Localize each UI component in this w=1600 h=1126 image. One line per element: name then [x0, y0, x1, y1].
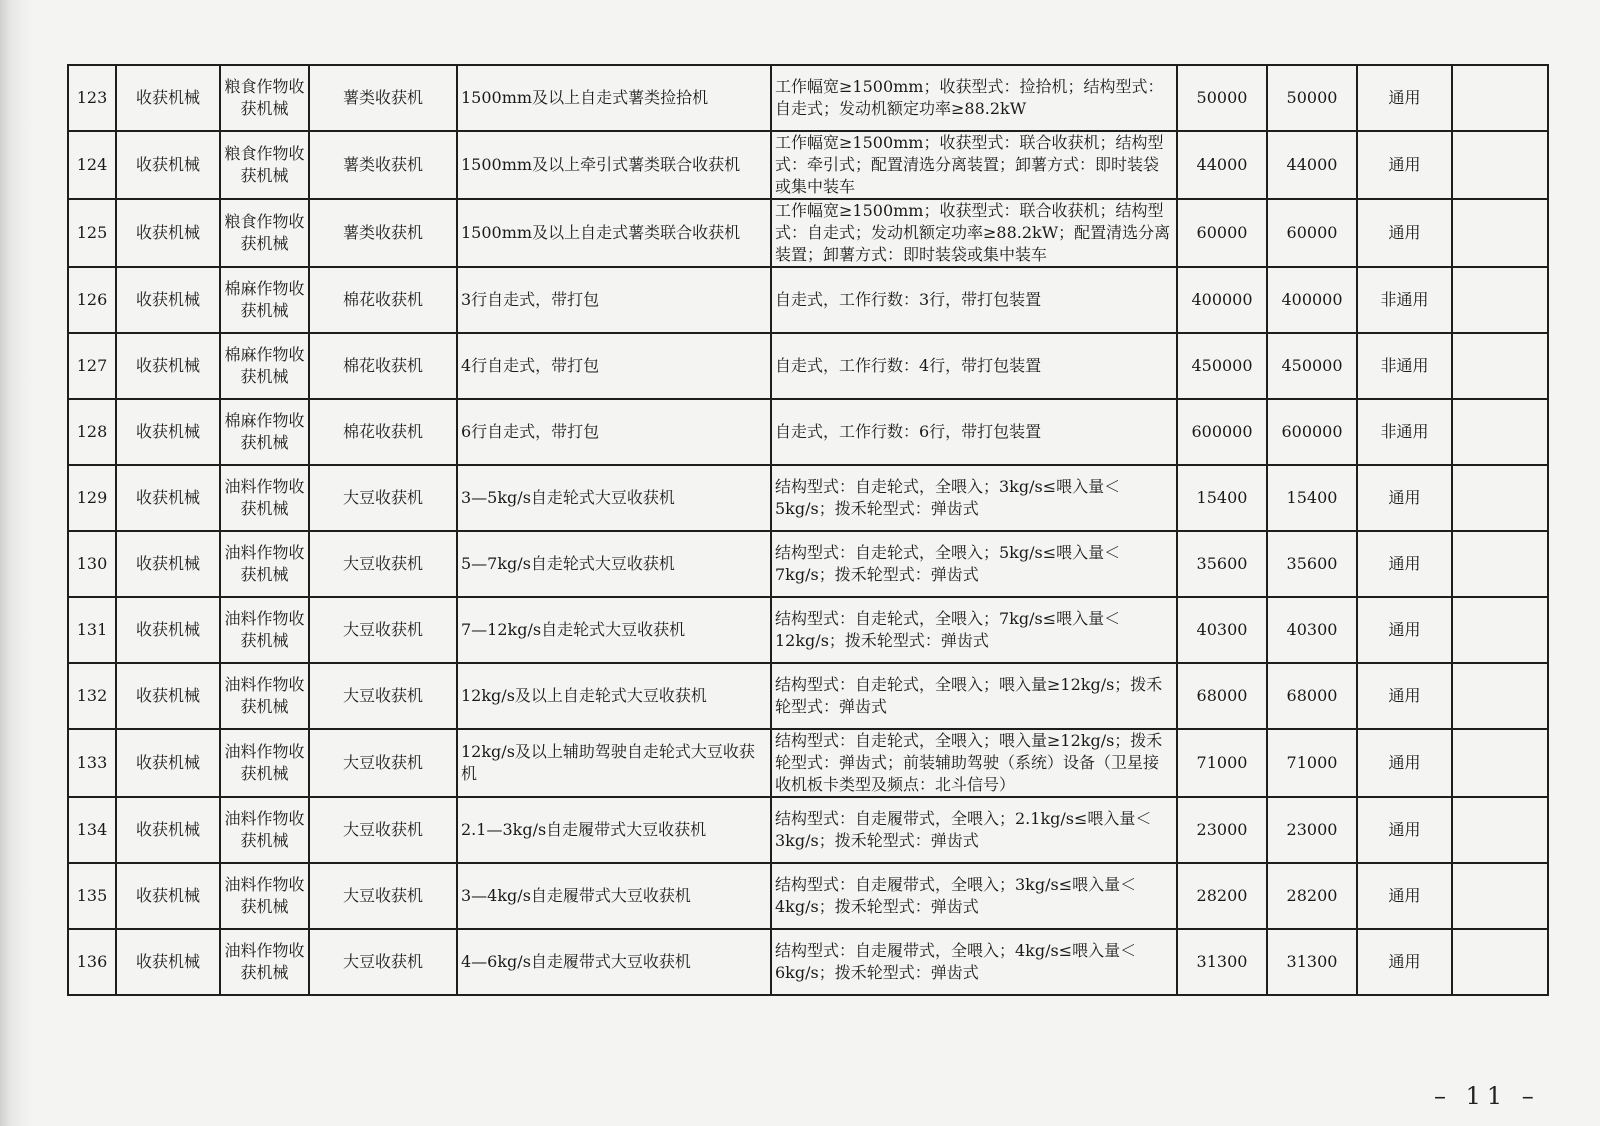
specification-cell: 工作幅宽≥1500mm；收获型式：联合收获机；结构型式：牵引式；配置清选分离装置；卸薯方式：即时装袋或集中装车	[771, 131, 1177, 199]
subsidy-amount-2-cell: 68000	[1267, 663, 1357, 729]
table-row	[68, 929, 1548, 995]
general-type-cell: 通用	[1357, 199, 1452, 267]
category-level3-cell: 棉花收获机	[309, 333, 457, 399]
subsidy-amount-2-cell: 35600	[1267, 531, 1357, 597]
category-level3-cell: 棉花收获机	[309, 267, 457, 333]
subsidy-amount-cell: 400000	[1177, 267, 1267, 333]
row-number-cell: 124	[68, 131, 116, 199]
specification-cell: 结构型式：自走履带式，全喂入；4kg/s≤喂入量＜6kg/s；拨禾轮型式：弹齿式	[771, 929, 1177, 995]
table-row	[68, 131, 1548, 199]
specification-cell: 结构型式：自走轮式，全喂入；5kg/s≤喂入量＜7kg/s；拨禾轮型式：弹齿式	[771, 531, 1177, 597]
item-name-cell: 6行自走式，带打包	[457, 399, 771, 465]
subsidy-amount-cell: 44000	[1177, 131, 1267, 199]
table-row	[68, 663, 1548, 729]
subsidy-amount-cell: 15400	[1177, 465, 1267, 531]
category-level1-cell: 收获机械	[116, 465, 220, 531]
remark-cell	[1452, 465, 1548, 531]
category-level2-cell: 油料作物收获机械	[220, 797, 309, 863]
remark-cell	[1452, 65, 1548, 131]
remark-cell	[1452, 863, 1548, 929]
item-name-cell: 4—6kg/s自走履带式大豆收获机	[457, 929, 771, 995]
remark-cell	[1452, 797, 1548, 863]
table-row	[68, 333, 1548, 399]
row-number-cell: 134	[68, 797, 116, 863]
scan-edge-shadow	[0, 0, 34, 1126]
category-level2-cell: 棉麻作物收获机械	[220, 267, 309, 333]
category-level3-cell: 大豆收获机	[309, 597, 457, 663]
specification-cell: 结构型式：自走轮式，全喂入；喂入量≥12kg/s；拨禾轮型式：弹齿式	[771, 663, 1177, 729]
table-row	[68, 399, 1548, 465]
item-name-cell: 3—4kg/s自走履带式大豆收获机	[457, 863, 771, 929]
subsidy-amount-cell: 50000	[1177, 65, 1267, 131]
item-name-cell: 4行自走式，带打包	[457, 333, 771, 399]
category-level2-cell: 棉麻作物收获机械	[220, 399, 309, 465]
category-level3-cell: 大豆收获机	[309, 929, 457, 995]
subsidy-amount-cell: 28200	[1177, 863, 1267, 929]
row-number-cell: 130	[68, 531, 116, 597]
remark-cell	[1452, 199, 1548, 267]
row-number-cell: 131	[68, 597, 116, 663]
category-level3-cell: 大豆收获机	[309, 663, 457, 729]
item-name-cell: 1500mm及以上自走式薯类捡拾机	[457, 65, 771, 131]
category-level2-cell: 油料作物收获机械	[220, 465, 309, 531]
category-level2-cell: 油料作物收获机械	[220, 863, 309, 929]
specification-cell: 工作幅宽≥1500mm；收获型式：捡拾机；结构型式：自走式；发动机额定功率≥88.2kW	[771, 65, 1177, 131]
item-name-cell: 2.1—3kg/s自走履带式大豆收获机	[457, 797, 771, 863]
table-row	[68, 797, 1548, 863]
row-number-cell: 129	[68, 465, 116, 531]
remark-cell	[1452, 267, 1548, 333]
specification-cell: 结构型式：自走轮式，全喂入；7kg/s≤喂入量＜12kg/s；拨禾轮型式：弹齿式	[771, 597, 1177, 663]
category-level1-cell: 收获机械	[116, 863, 220, 929]
remark-cell	[1452, 333, 1548, 399]
category-level2-cell: 油料作物收获机械	[220, 597, 309, 663]
specification-cell: 自走式，工作行数：4行，带打包装置	[771, 333, 1177, 399]
subsidy-amount-2-cell: 31300	[1267, 929, 1357, 995]
category-level2-cell: 粮食作物收获机械	[220, 65, 309, 131]
general-type-cell: 非通用	[1357, 267, 1452, 333]
general-type-cell: 非通用	[1357, 399, 1452, 465]
category-level1-cell: 收获机械	[116, 929, 220, 995]
category-level2-cell: 油料作物收获机械	[220, 929, 309, 995]
general-type-cell: 通用	[1357, 863, 1452, 929]
row-number-cell: 127	[68, 333, 116, 399]
category-level1-cell: 收获机械	[116, 199, 220, 267]
row-number-cell: 135	[68, 863, 116, 929]
remark-cell	[1452, 929, 1548, 995]
category-level1-cell: 收获机械	[116, 131, 220, 199]
category-level1-cell: 收获机械	[116, 663, 220, 729]
item-name-cell: 1500mm及以上自走式薯类联合收获机	[457, 199, 771, 267]
general-type-cell: 通用	[1357, 729, 1452, 797]
category-level3-cell: 薯类收获机	[309, 131, 457, 199]
category-level2-cell: 棉麻作物收获机械	[220, 333, 309, 399]
specification-cell: 结构型式：自走履带式，全喂入；2.1kg/s≤喂入量＜3kg/s；拨禾轮型式：弹齿式	[771, 797, 1177, 863]
specification-cell: 结构型式：自走轮式，全喂入；3kg/s≤喂入量＜5kg/s；拨禾轮型式：弹齿式	[771, 465, 1177, 531]
item-name-cell: 1500mm及以上牵引式薯类联合收获机	[457, 131, 771, 199]
item-name-cell: 3—5kg/s自走轮式大豆收获机	[457, 465, 771, 531]
subsidy-amount-2-cell: 71000	[1267, 729, 1357, 797]
category-level1-cell: 收获机械	[116, 333, 220, 399]
category-level1-cell: 收获机械	[116, 65, 220, 131]
row-number-cell: 128	[68, 399, 116, 465]
subsidy-table-container	[67, 64, 1547, 996]
category-level3-cell: 大豆收获机	[309, 465, 457, 531]
remark-cell	[1452, 531, 1548, 597]
subsidy-amount-cell: 23000	[1177, 797, 1267, 863]
subsidy-amount-cell: 40300	[1177, 597, 1267, 663]
subsidy-amount-2-cell: 15400	[1267, 465, 1357, 531]
general-type-cell: 通用	[1357, 597, 1452, 663]
category-level3-cell: 大豆收获机	[309, 797, 457, 863]
category-level2-cell: 粮食作物收获机械	[220, 131, 309, 199]
subsidy-amount-cell: 450000	[1177, 333, 1267, 399]
subsidy-amount-2-cell: 60000	[1267, 199, 1357, 267]
subsidy-amount-2-cell: 44000	[1267, 131, 1357, 199]
category-level3-cell: 薯类收获机	[309, 199, 457, 267]
machinery-subsidy-table	[67, 64, 1549, 996]
general-type-cell: 通用	[1357, 531, 1452, 597]
row-number-cell: 136	[68, 929, 116, 995]
category-level3-cell: 大豆收获机	[309, 531, 457, 597]
category-level2-cell: 油料作物收获机械	[220, 729, 309, 797]
remark-cell	[1452, 399, 1548, 465]
subsidy-amount-2-cell: 600000	[1267, 399, 1357, 465]
subsidy-amount-cell: 68000	[1177, 663, 1267, 729]
table-body	[68, 65, 1548, 995]
page-number: – 11 –	[1434, 1082, 1540, 1110]
category-level1-cell: 收获机械	[116, 797, 220, 863]
specification-cell: 自走式，工作行数：3行，带打包装置	[771, 267, 1177, 333]
specification-cell: 结构型式：自走轮式，全喂入；喂入量≥12kg/s；拨禾轮型式：弹齿式；前装辅助驾驶（系统）设备（卫星接收机板卡类型及频点：北斗信号）	[771, 729, 1177, 797]
subsidy-amount-2-cell: 400000	[1267, 267, 1357, 333]
category-level3-cell: 大豆收获机	[309, 729, 457, 797]
category-level1-cell: 收获机械	[116, 531, 220, 597]
row-number-cell: 126	[68, 267, 116, 333]
remark-cell	[1452, 729, 1548, 797]
category-level2-cell: 油料作物收获机械	[220, 531, 309, 597]
category-level3-cell: 薯类收获机	[309, 65, 457, 131]
table-row	[68, 65, 1548, 131]
table-row	[68, 729, 1548, 797]
table-row	[68, 863, 1548, 929]
category-level3-cell: 大豆收获机	[309, 863, 457, 929]
specification-cell: 工作幅宽≥1500mm；收获型式：联合收获机；结构型式：自走式；发动机额定功率≥88.2kW；配置清选分离装置；卸薯方式：即时装袋或集中装车	[771, 199, 1177, 267]
category-level1-cell: 收获机械	[116, 267, 220, 333]
item-name-cell: 3行自走式，带打包	[457, 267, 771, 333]
subsidy-amount-cell: 60000	[1177, 199, 1267, 267]
table-row	[68, 597, 1548, 663]
table-row	[68, 199, 1548, 267]
general-type-cell: 非通用	[1357, 333, 1452, 399]
category-level2-cell: 粮食作物收获机械	[220, 199, 309, 267]
remark-cell	[1452, 597, 1548, 663]
general-type-cell: 通用	[1357, 797, 1452, 863]
row-number-cell: 132	[68, 663, 116, 729]
item-name-cell: 5—7kg/s自走轮式大豆收获机	[457, 531, 771, 597]
category-level1-cell: 收获机械	[116, 729, 220, 797]
general-type-cell: 通用	[1357, 131, 1452, 199]
subsidy-amount-2-cell: 40300	[1267, 597, 1357, 663]
item-name-cell: 12kg/s及以上辅助驾驶自走轮式大豆收获机	[457, 729, 771, 797]
subsidy-amount-cell: 31300	[1177, 929, 1267, 995]
table-row	[68, 531, 1548, 597]
remark-cell	[1452, 663, 1548, 729]
table-row	[68, 267, 1548, 333]
row-number-cell: 125	[68, 199, 116, 267]
subsidy-amount-cell: 35600	[1177, 531, 1267, 597]
specification-cell: 结构型式：自走履带式，全喂入；3kg/s≤喂入量＜4kg/s；拨禾轮型式：弹齿式	[771, 863, 1177, 929]
subsidy-amount-2-cell: 23000	[1267, 797, 1357, 863]
subsidy-amount-cell: 71000	[1177, 729, 1267, 797]
general-type-cell: 通用	[1357, 465, 1452, 531]
subsidy-amount-2-cell: 50000	[1267, 65, 1357, 131]
category-level2-cell: 油料作物收获机械	[220, 663, 309, 729]
row-number-cell: 133	[68, 729, 116, 797]
remark-cell	[1452, 131, 1548, 199]
general-type-cell: 通用	[1357, 663, 1452, 729]
item-name-cell: 12kg/s及以上自走轮式大豆收获机	[457, 663, 771, 729]
category-level1-cell: 收获机械	[116, 597, 220, 663]
specification-cell: 自走式，工作行数：6行，带打包装置	[771, 399, 1177, 465]
general-type-cell: 通用	[1357, 929, 1452, 995]
subsidy-amount-cell: 600000	[1177, 399, 1267, 465]
subsidy-amount-2-cell: 28200	[1267, 863, 1357, 929]
general-type-cell: 通用	[1357, 65, 1452, 131]
row-number-cell: 123	[68, 65, 116, 131]
category-level1-cell: 收获机械	[116, 399, 220, 465]
subsidy-amount-2-cell: 450000	[1267, 333, 1357, 399]
table-row	[68, 465, 1548, 531]
item-name-cell: 7—12kg/s自走轮式大豆收获机	[457, 597, 771, 663]
category-level3-cell: 棉花收获机	[309, 399, 457, 465]
